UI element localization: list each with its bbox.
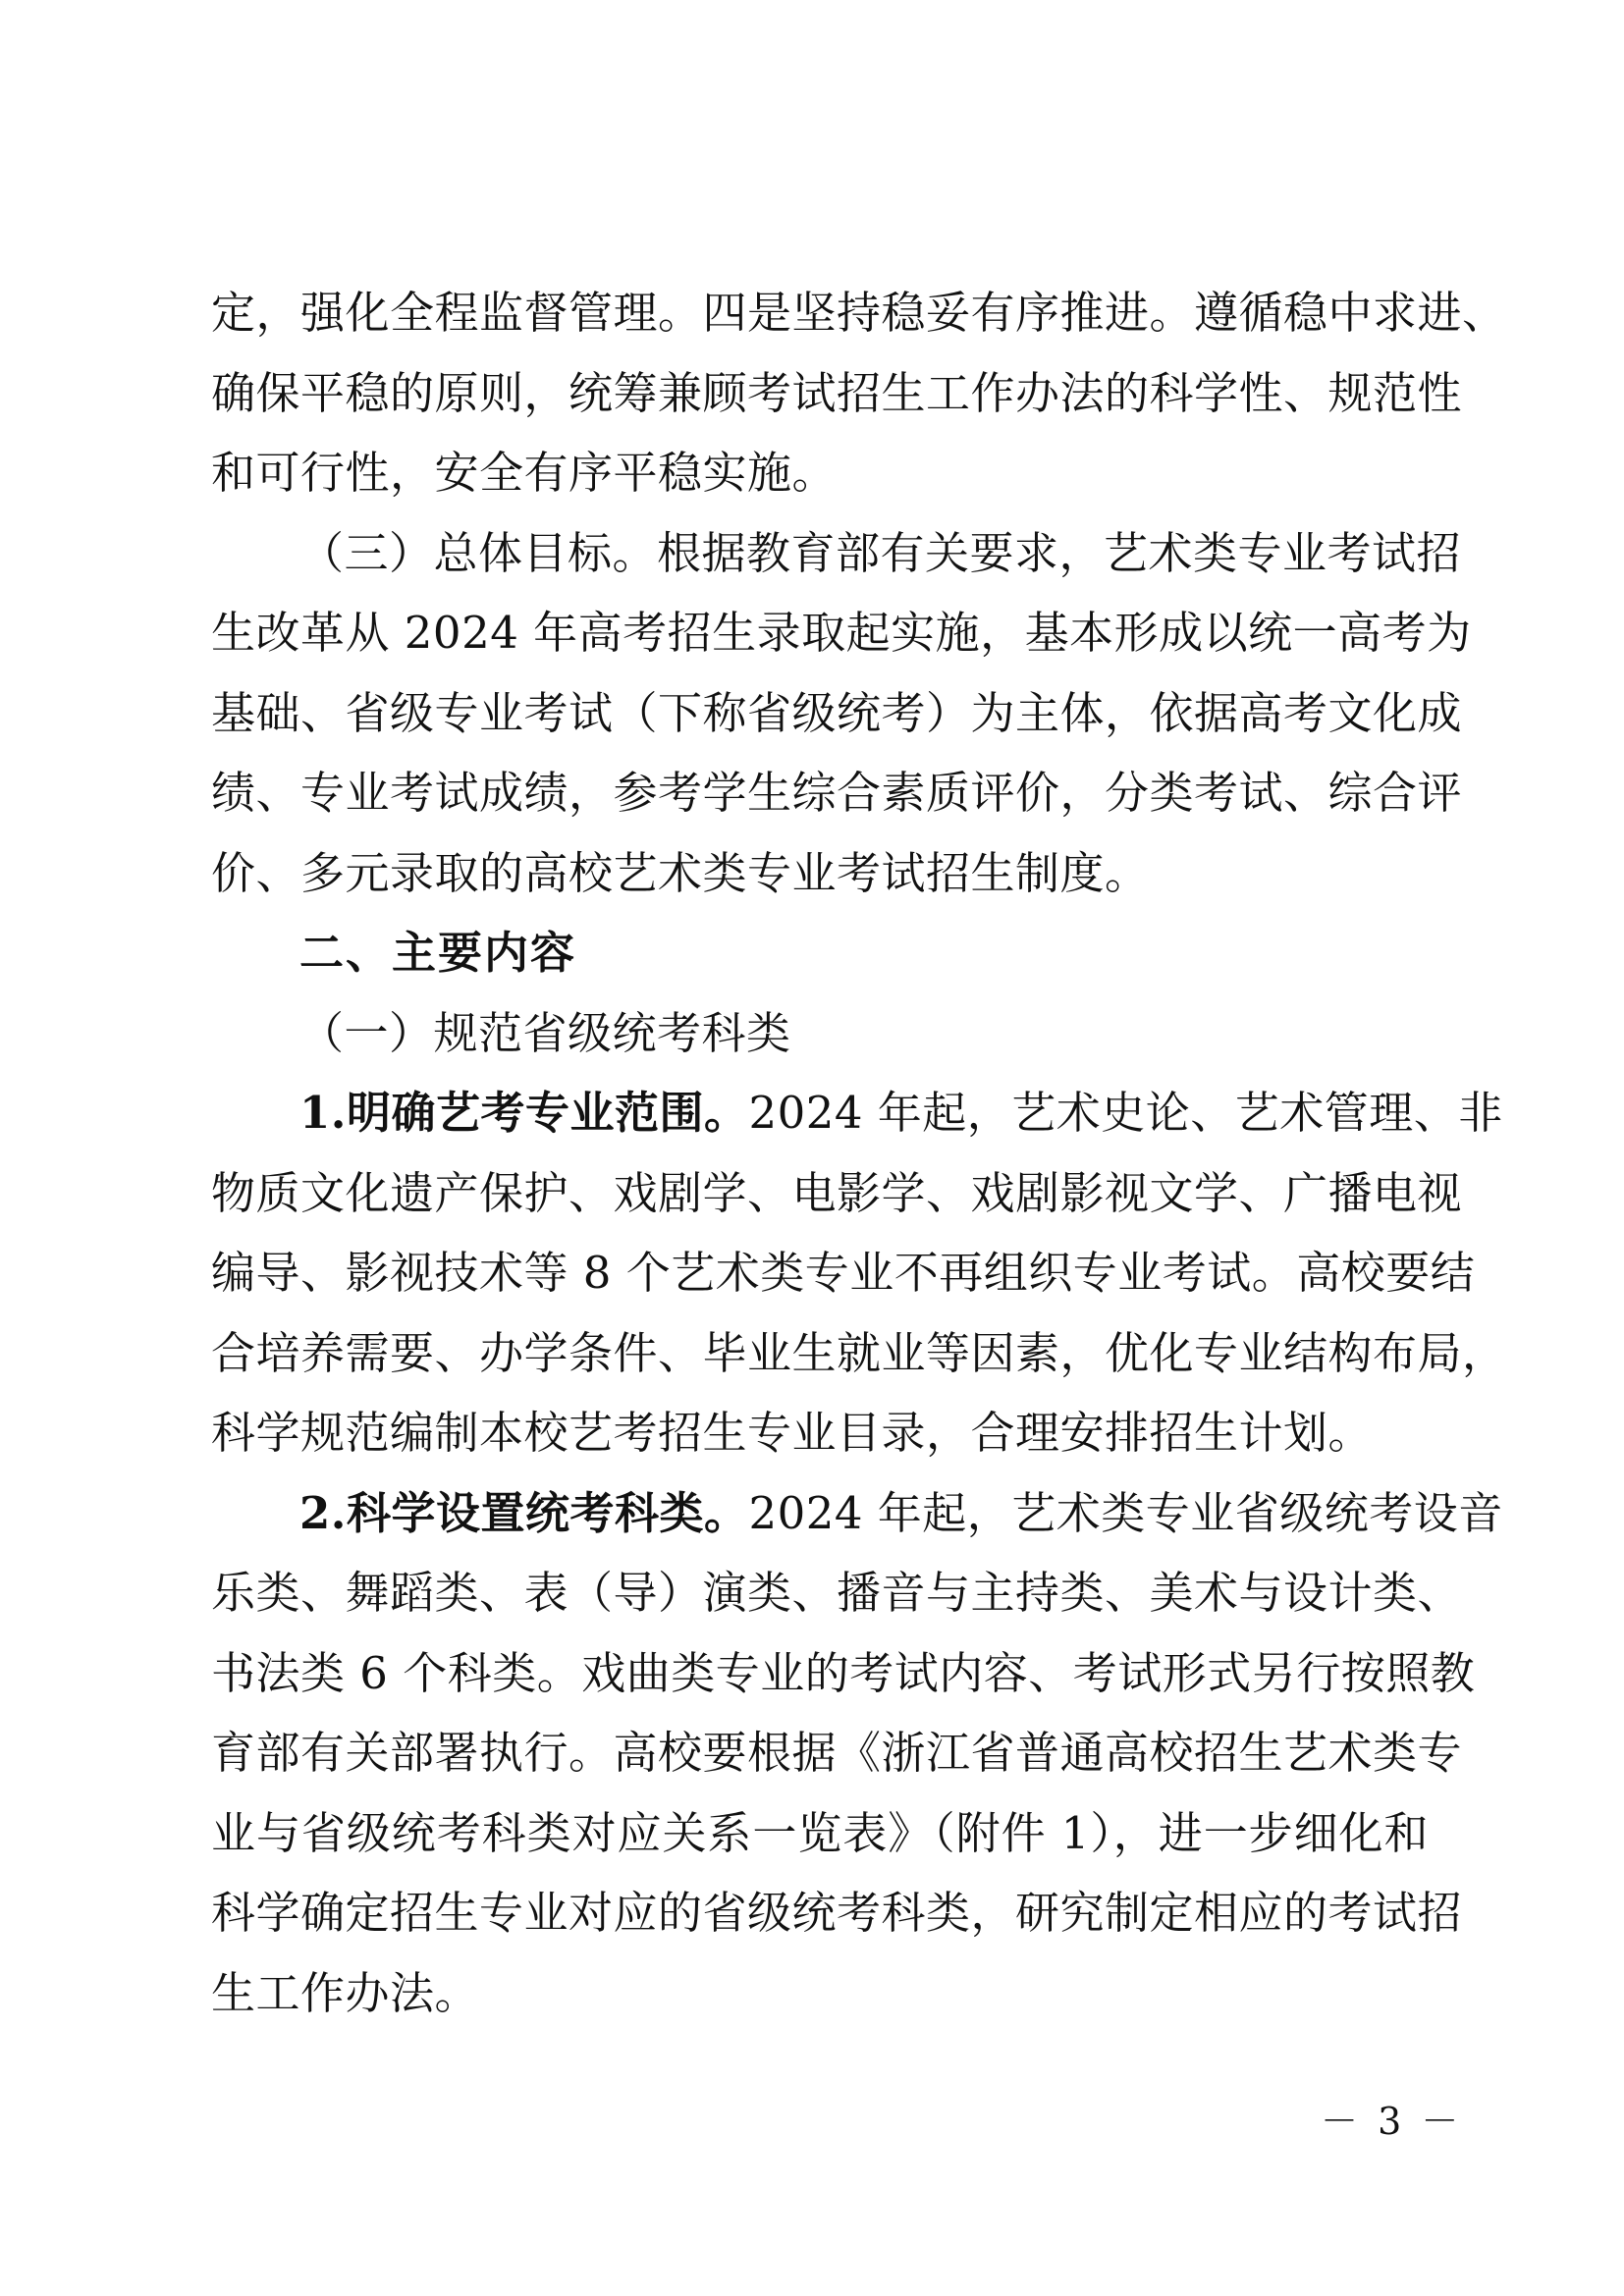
- text-line: 编导、影视技术等 8 个艺术类专业不再组织专业考试。高校要结: [211, 1247, 1476, 1299]
- item-text: 2024 年起，艺术类专业省级统考设音: [748, 1486, 1503, 1539]
- page-number: － 3 －: [1321, 2100, 1463, 2143]
- subsection-heading: （一）规范省级统考科类: [299, 1006, 791, 1059]
- item-lead: 1.明确艺考专业范围。: [299, 1087, 749, 1139]
- item-text: 2024 年起，艺术史论、艺术管理、非: [748, 1087, 1503, 1139]
- text-line: 生工作办法。: [211, 1966, 480, 2019]
- item-lead: 2.科学设置统考科类。: [299, 1486, 749, 1539]
- document-body: [211, 273, 1507, 2033]
- text-line: 育部有关部署执行。高校要根据《浙江省普通高校招生艺术类专: [211, 1727, 1463, 1779]
- text-line: 科学规范编制本校艺考招生专业目录，合理安排招生计划。: [211, 1407, 1374, 1459]
- text-line: 乐类、舞蹈类、表（导）演类、播音与主持类、美术与设计类、: [211, 1567, 1463, 1619]
- text-line: 生改革从 2024 年高考招生录取起实施，基本形成以统一高考为: [211, 607, 1472, 659]
- text-line: 合培养需要、办学条件、毕业生就业等因素，优化专业结构布局，: [211, 1326, 1507, 1379]
- section-heading: 二、主要内容: [299, 927, 577, 979]
- text-line: 价、多元录取的高校艺术类专业考试招生制度。: [211, 846, 1150, 899]
- text-line: 基础、省级专业考试（下称省级统考）为主体，依据高考文化成: [211, 686, 1463, 739]
- text-line: [211, 1073, 1503, 1153]
- text-line: 物质文化遗产保护、戏剧学、电影学、戏剧影视文学、广播电视: [211, 1166, 1463, 1219]
- text-line: 确保平稳的原则，统筹兼顾考试招生工作办法的科学性、规范性: [211, 366, 1463, 419]
- text-line: 业与省级统考科类对应关系一览表》（附件 1），进一步细化和: [211, 1806, 1429, 1859]
- text-line: 和可行性，安全有序平稳实施。: [211, 447, 838, 499]
- text-line: 书法类 6 个科类。戏曲类专业的考试内容、考试形式另行按照教: [211, 1646, 1476, 1699]
- text-line: （三）总体目标。根据教育部有关要求，艺术类专业考试招: [299, 526, 1462, 579]
- text-line: 定，强化全程监督管理。四是坚持稳妥有序推进。遵循稳中求进、: [211, 287, 1507, 339]
- text-line: [211, 1473, 1503, 1554]
- text-line: 科学确定招生专业对应的省级统考科类，研究制定相应的考试招: [211, 1887, 1463, 1939]
- text-line: 绩、专业考试成绩，参考学生综合素质评价，分类考试、综合评: [211, 767, 1463, 819]
